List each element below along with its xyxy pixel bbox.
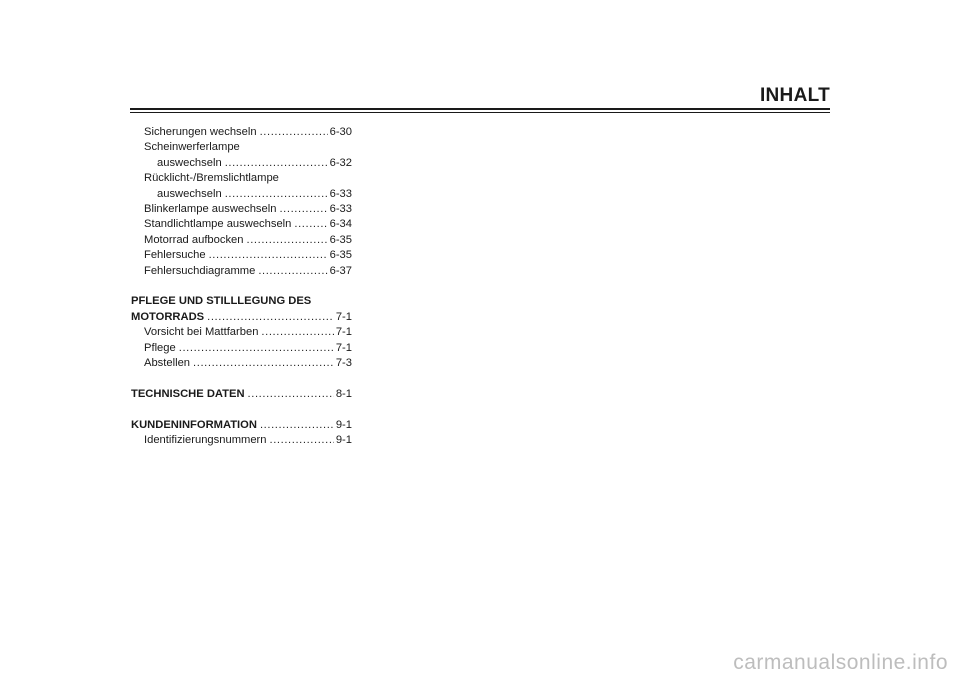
toc-entry-title: Scheinwerferlampe [144,141,240,154]
toc-entry[interactable] [131,202,352,217]
toc-entry-title: auswechseln [157,156,222,169]
toc-leader [209,248,328,263]
header-rule-thick [130,108,830,110]
toc-entry-title: Rücklicht-/Bremslichtlampe [144,172,279,185]
toc-entry-page: 7-1 [335,341,352,354]
toc-entry-page: 6-35 [329,249,352,262]
toc-entry[interactable] [131,248,352,263]
toc-leader [248,387,334,402]
toc-entry[interactable] [131,356,352,371]
toc-chapter-entry[interactable] [131,418,352,433]
toc-entry-page: 6-32 [329,156,352,169]
toc-entry-page: 7-1 [335,310,352,323]
toc-entry[interactable] [131,140,352,155]
toc-entry-title: Identifizierungsnummern [144,434,267,447]
toc-entry-page: 6-30 [329,126,352,138]
toc-entry-page: 9-1 [335,434,352,447]
toc-leader [193,356,334,371]
watermark: carmanualsonline.info [733,651,948,674]
toc-entry-title: Standlichtlampe auswechseln [144,218,292,231]
toc-leader [270,433,334,448]
table-of-contents [131,125,352,448]
toc-leader [179,341,334,356]
toc-leader [247,233,328,248]
toc-entry-title: Sicherungen wechseln [144,126,257,138]
toc-leader [207,310,334,325]
toc-chapter-heading[interactable] [131,294,352,309]
page-header [130,85,830,115]
toc-entry-page: 6-34 [329,218,352,231]
toc-entry[interactable] [131,341,352,356]
header-rule-thin [130,112,830,113]
toc-entry-title: KUNDENINFORMATION [131,418,257,431]
toc-entry-page: 7-3 [335,357,352,370]
toc-leader [225,156,328,171]
toc-spacer [131,371,352,386]
toc-entry-title: MOTORRADS [131,310,205,323]
page-title: INHALT [759,85,830,106]
toc-entry-title: PFLEGE UND STILLLEGUNG DES [131,295,312,308]
toc-entry-title: Motorrad aufbocken [144,233,244,246]
toc-leader [261,325,333,340]
toc-entry[interactable] [131,217,352,232]
toc-leader [294,217,327,232]
toc-spacer [131,279,352,294]
toc-entry[interactable] [131,325,352,340]
toc-entry[interactable] [131,264,352,279]
toc-entry-page: 7-1 [335,326,352,339]
toc-entry-page: 6-33 [329,187,352,200]
toc-entry-title: Blinkerlampe auswechseln [144,203,277,216]
toc-entry-title: TECHNISCHE DATEN [131,387,245,400]
toc-spacer [131,402,352,417]
toc-leader [225,187,328,202]
toc-entry[interactable] [131,156,352,171]
toc-entry-title: Fehlersuchdiagramme [144,264,256,277]
toc-leader [260,125,328,140]
toc-entry-page: 6-35 [329,233,352,246]
toc-entry-page: 6-33 [329,203,352,216]
toc-entry-title: Fehlersuche [144,249,206,262]
toc-entry[interactable] [131,171,352,186]
toc-leader [279,202,327,217]
toc-chapter-entry[interactable] [131,387,352,402]
toc-entry-title: Vorsicht bei Mattfarben [144,326,259,339]
toc-entry-page: 9-1 [335,418,352,431]
toc-chapter-entry[interactable] [131,310,352,325]
toc-entry-title: auswechseln [157,187,222,200]
toc-leader [260,418,334,433]
toc-entry-title: Pflege [144,341,176,354]
toc-entry[interactable] [131,233,352,248]
toc-entry[interactable] [131,125,352,140]
toc-entry-page: 6-37 [329,264,352,277]
toc-entry[interactable] [131,187,352,202]
toc-entry[interactable] [131,433,352,448]
toc-entry-title: Abstellen [144,357,191,370]
toc-entry-page: 8-1 [335,387,352,400]
toc-leader [258,264,327,279]
